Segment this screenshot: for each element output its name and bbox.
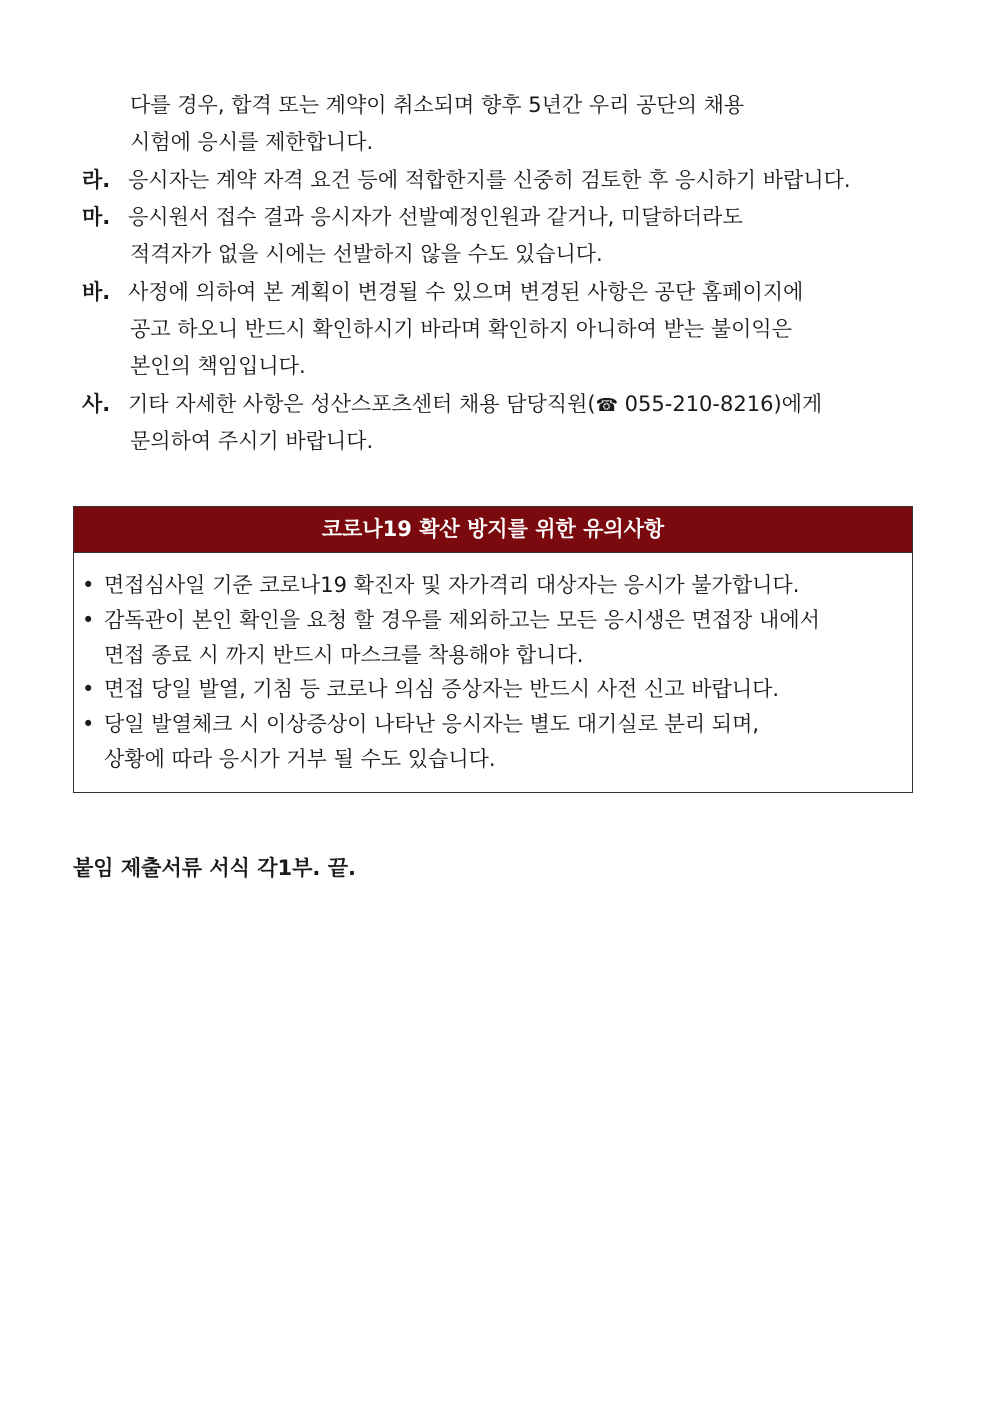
item-ba-line-1: 사정에 의하여 본 계획이 변경될 수 있으며 변경된 사항은 공단 홈페이지에 <box>128 280 804 304</box>
item-sa-line-1 <box>128 390 822 420</box>
item-ma-line-1: 응시원서 접수 결과 응시자가 선발예정인원과 같거나, 미달하더라도 <box>128 205 743 229</box>
phone-number: 055-210-8216 <box>618 392 774 416</box>
item-sa-text-before: 기타 자세한 사항은 성산스포츠센터 채용 담당직원( <box>128 392 596 416</box>
item-sa-line-2: 문의하여 주시기 바랍니다. <box>130 429 374 453</box>
covid-line-5: 당일 발열체크 시 이상증상이 나타난 응시자는 별도 대기실로 분리 되며, <box>104 712 760 736</box>
item-ra-line-1: 응시자는 계약 자격 요건 등에 적합한지를 신중히 검토한 후 응시하기 바랍니다. <box>128 168 851 192</box>
item-ba-line-3: 본인의 책임입니다. <box>130 354 306 378</box>
item-marker-ra: 라. <box>82 168 111 192</box>
phone-icon: ☎ <box>595 395 618 416</box>
attachment-note: 붙임 제출서류 서식 각1부. 끝. <box>73 856 356 880</box>
bullet-icon: • <box>82 608 95 632</box>
bullet-icon: • <box>82 677 95 701</box>
item-marker-ba: 바. <box>82 280 111 304</box>
covid-line-4: 면접 당일 발열, 기침 등 코로나 의심 증상자는 반드시 사전 신고 바랍니다. <box>104 677 780 701</box>
item-ba-line-2: 공고 하오니 반드시 확인하시기 바라며 확인하지 아니하여 받는 불이익은 <box>130 317 792 341</box>
continued-line-1: 다를 경우, 합격 또는 계약이 취소되며 향후 5년간 우리 공단의 채용 <box>130 93 745 117</box>
continued-line-2: 시험에 응시를 제한합니다. <box>130 130 374 154</box>
bullet-icon: • <box>82 712 95 736</box>
covid-line-6: 상황에 따라 응시가 거부 될 수도 있습니다. <box>104 747 496 771</box>
item-marker-sa: 사. <box>82 392 111 416</box>
covid-line-3: 면접 종료 시 까지 반드시 마스크를 착용해야 합니다. <box>104 643 584 667</box>
item-ma-line-2: 적격자가 없을 시에는 선발하지 않을 수도 있습니다. <box>130 242 603 266</box>
item-marker-ma: 마. <box>82 205 111 229</box>
item-sa-text-after: )에게 <box>773 392 823 416</box>
covid-notice-box <box>73 506 913 793</box>
covid-notice-title: 코로나19 확산 방지를 위한 유의사항 <box>74 507 912 553</box>
covid-line-2: 감독관이 본인 확인을 요청 할 경우를 제외하고는 모든 응시생은 면접장 내에서 <box>104 608 820 632</box>
covid-line-1: 면접심사일 기준 코로나19 확진자 및 자가격리 대상자는 응시가 불가합니다. <box>104 573 800 597</box>
bullet-icon: • <box>82 573 95 597</box>
